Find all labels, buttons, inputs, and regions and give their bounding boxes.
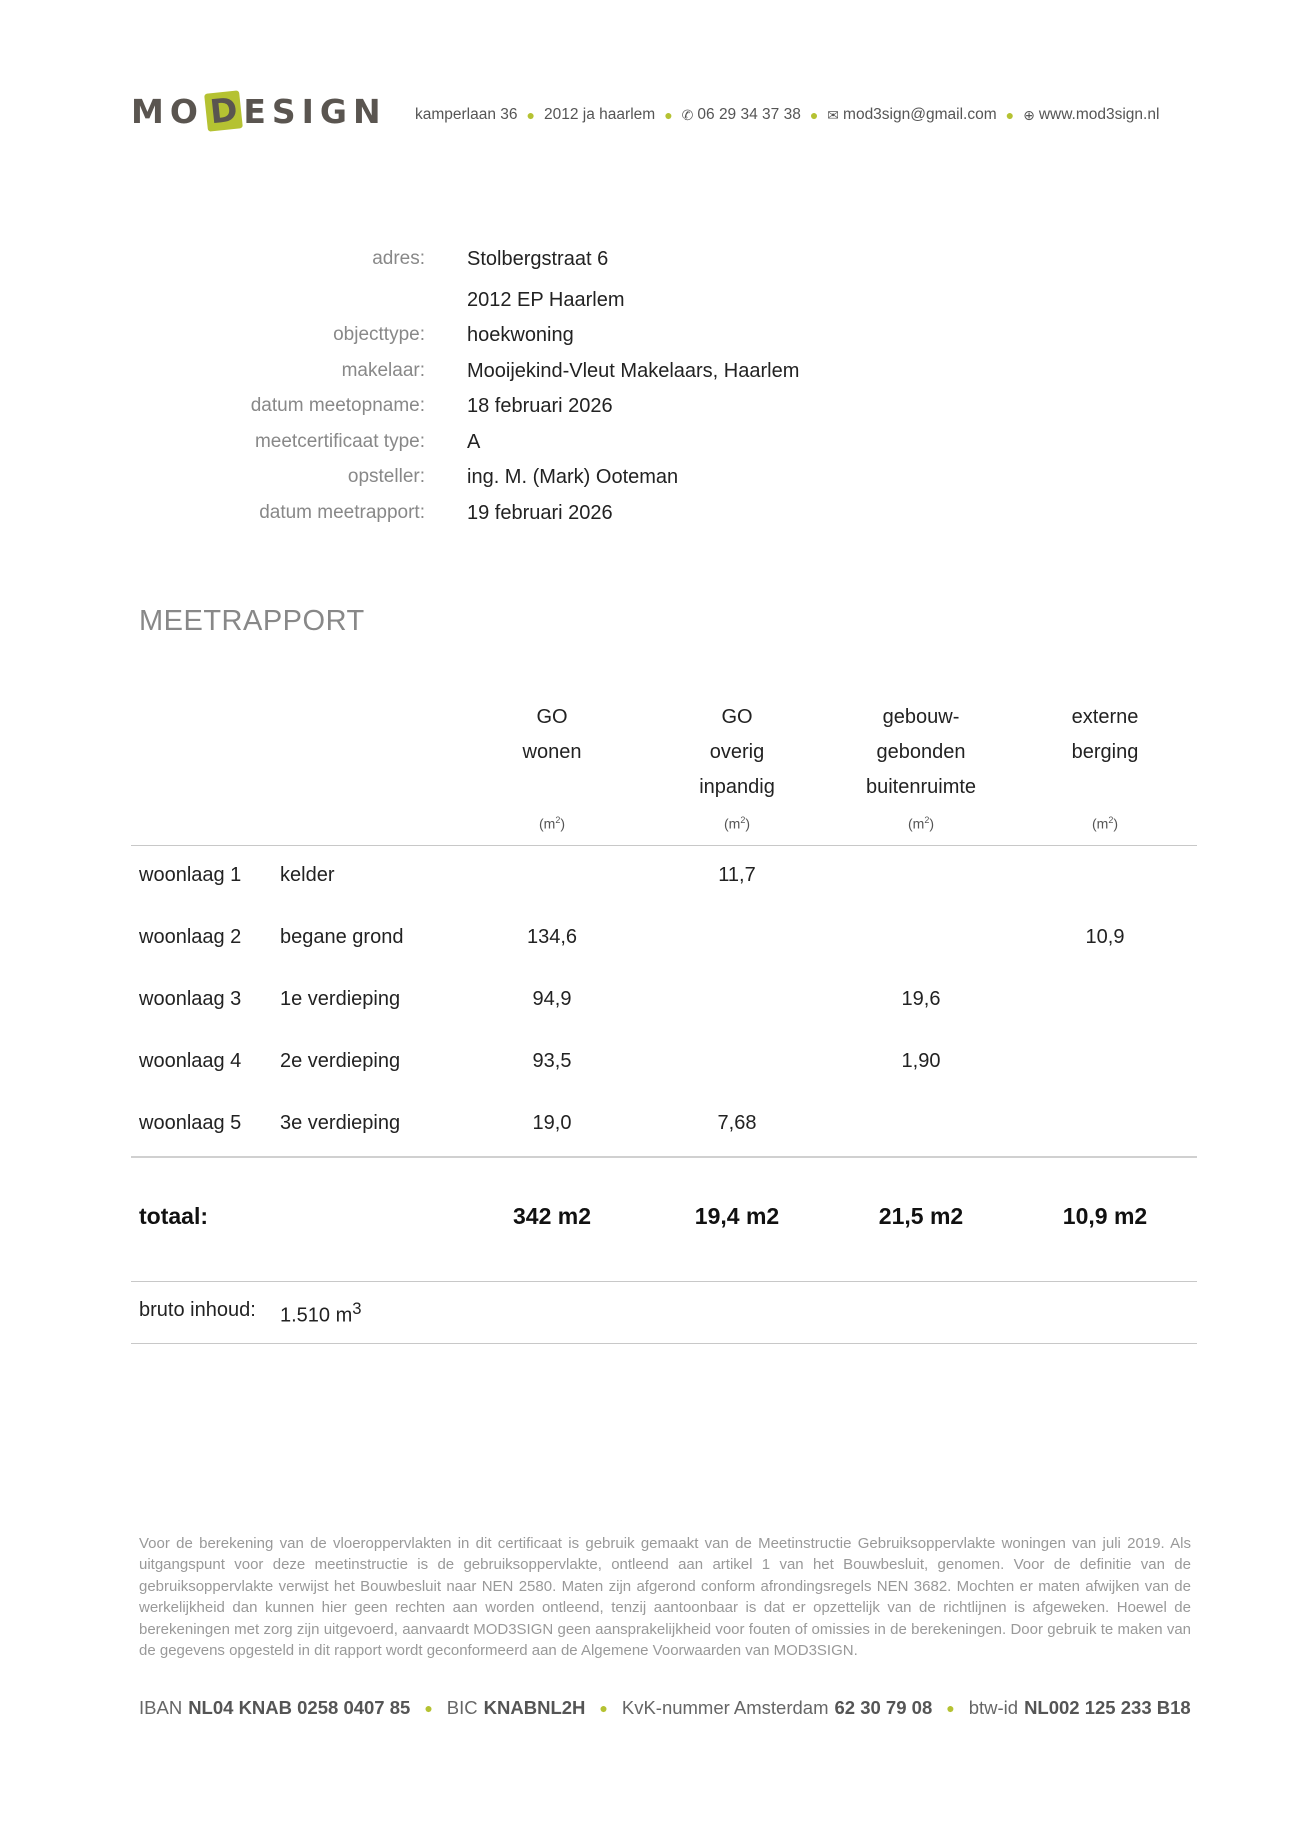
bruto-value: 1.510 $m^3$	[280, 1299, 362, 1327]
row-layer: woonlaag 1	[139, 864, 242, 886]
column-header-line: overig	[709, 741, 765, 763]
row-layer: woonlaag 2	[139, 926, 242, 948]
column-header	[657, 700, 817, 805]
row-floor: begane grond	[280, 926, 404, 948]
bullet-separator: ●	[946, 1700, 955, 1716]
column-header-line: gebonden	[876, 741, 966, 763]
bic-label: BIC	[446, 1697, 478, 1718]
row-layer: woonlaag 3	[139, 988, 242, 1010]
contact-postal: 2012 ja haarlem	[544, 106, 656, 123]
bullet-separator: ●	[664, 107, 673, 123]
info-label: objecttype:	[333, 324, 425, 345]
column-unit: $(m^2)$	[1091, 815, 1118, 832]
row-value: 10,9	[1085, 926, 1125, 948]
bullet-separator: ●	[809, 107, 819, 123]
row-value: 7,68	[717, 1112, 757, 1134]
info-value: hoekwoning	[467, 324, 574, 346]
info-value: A	[467, 431, 481, 453]
row-floor: kelder	[280, 864, 335, 886]
bic-value: KNABNL2H	[483, 1697, 586, 1718]
kvk-value: 62 30 79 08	[834, 1697, 933, 1718]
column-unit: $(m^2)$	[723, 815, 750, 832]
row-floor: 2e verdieping	[280, 1050, 401, 1072]
info-value: 2012 EP Haarlem	[467, 289, 625, 311]
column-header-line: GO	[536, 706, 568, 728]
bruto-label: bruto inhoud:	[139, 1299, 256, 1321]
info-label: datum meetrapport:	[259, 502, 425, 523]
contact-phone[interactable]: 06 29 34 37 38	[697, 106, 801, 123]
column-header-line: externe	[1071, 706, 1139, 728]
column-header	[1025, 700, 1185, 770]
row-value: 134,6	[526, 926, 578, 948]
info-label: opsteller:	[347, 466, 425, 487]
mail-icon: ✉	[827, 106, 840, 123]
info-value: ing. M. (Mark) Ooteman	[467, 466, 679, 488]
info-label: makelaar:	[341, 360, 425, 381]
iban-value: NL04 KNAB 0258 0407 85	[188, 1697, 411, 1718]
footer-bank-details	[139, 1697, 1191, 1719]
bullet-separator: ●	[424, 1700, 433, 1716]
column-header	[472, 700, 632, 770]
column-header-line: inpandig	[699, 776, 775, 798]
info-value: 18 februari 2026	[467, 395, 613, 417]
column-header-line: gebouw-	[882, 706, 960, 728]
column-header-line: berging	[1071, 741, 1139, 763]
info-value: Stolbergstraat 6	[467, 248, 609, 270]
globe-icon: ⊕	[1023, 106, 1035, 123]
info-value: Mooijekind-Vleut Makelaars, Haarlem	[467, 360, 800, 382]
row-value: 94,9	[532, 988, 572, 1010]
info-label: adres:	[372, 248, 425, 269]
total-value: 21,5 m2	[878, 1203, 964, 1229]
phone-icon: ✆	[681, 106, 694, 123]
table-divider	[131, 1156, 1197, 1158]
contact-address: kamperlaan 36	[415, 106, 518, 123]
kvk-label: KvK-nummer Amsterdam	[621, 1697, 829, 1718]
total-value: 10,9 m2	[1062, 1203, 1148, 1229]
row-layer: woonlaag 4	[139, 1050, 242, 1072]
contact-line	[415, 106, 1195, 124]
row-floor: 3e verdieping	[280, 1112, 401, 1134]
column-header	[841, 700, 1001, 805]
row-layer: woonlaag 5	[139, 1112, 242, 1134]
info-label: datum meetopname:	[250, 395, 425, 416]
info-label: meetcertificaat type:	[254, 431, 425, 452]
row-value: 19,6	[901, 988, 941, 1010]
row-value: 1,90	[901, 1050, 941, 1072]
table-divider	[131, 845, 1197, 846]
row-value: 93,5	[532, 1050, 572, 1072]
column-header-line: buitenruimte	[865, 776, 977, 798]
column-header-line: wonen	[522, 741, 582, 763]
logo-text-prefix: MO	[131, 91, 204, 131]
btw-label: btw-id	[968, 1697, 1019, 1718]
info-value: 19 februari 2026	[467, 502, 613, 524]
row-value: 11,7	[718, 864, 756, 886]
logo-mark: D	[204, 90, 243, 131]
bullet-separator: ●	[1005, 107, 1015, 123]
column-unit: $(m^2)$	[907, 815, 934, 832]
column-unit: $(m^2)$	[538, 815, 565, 832]
total-value: 342 m2	[512, 1203, 591, 1229]
bullet-separator: ●	[599, 1700, 608, 1716]
company-logo	[131, 89, 387, 132]
column-header-line: GO	[721, 706, 753, 728]
section-title: MEETRAPPORT	[139, 605, 365, 637]
row-floor: 1e verdieping	[280, 988, 401, 1010]
contact-website[interactable]: www.mod3sign.nl	[1038, 106, 1160, 123]
disclaimer-text: Voor de berekening van de vloeroppervlakten in dit certificaat is gebruik gemaakt van de Meetinstructie Gebruiksoppervlakte woningen van juli 2019. Als uitgangspunt voor deze meetinstructie is de gebruiksoppervlakte, ontleend aan artikel 1 van het Bouwbesluit, genomen. Voor de definitie van de gebruiksoppervlakte verwijst het Bouwbesluit naar NEN 2580. Maten zijn afgerond conform afrondingsregels NEN 3682. Mochten er maten afwijken van de werkelijkheid dan kunnen hier geen rechten aan worden ontleend, tenzij aantoonbaar is dat er opzettelijk van de richtlijnen is afgeweken. Hoewel de berekeningen met zorg zijn uitgevoerd, aanvaardt MOD3SIGN geen aansprakelijkheid voor fouten of omissies in de berekeningen. Door gebruik te maken van de gegevens opgesteld in dit rapport wordt geconformeerd aan de Algemene Voorwaarden van MOD3SIGN.	[139, 1535, 1191, 1660]
logo-text-suffix: ESIGN	[243, 91, 387, 131]
table-divider	[131, 1281, 1197, 1282]
row-value: 19,0	[532, 1112, 572, 1134]
btw-value: NL002 125 233 B18	[1024, 1697, 1191, 1718]
table-divider	[131, 1343, 1197, 1344]
total-value: 19,4 m2	[694, 1203, 780, 1229]
bullet-separator: ●	[526, 107, 536, 123]
iban-label: IBAN	[139, 1697, 183, 1718]
total-label: totaal:	[139, 1203, 208, 1229]
contact-email[interactable]: mod3sign@gmail.com	[843, 106, 997, 123]
